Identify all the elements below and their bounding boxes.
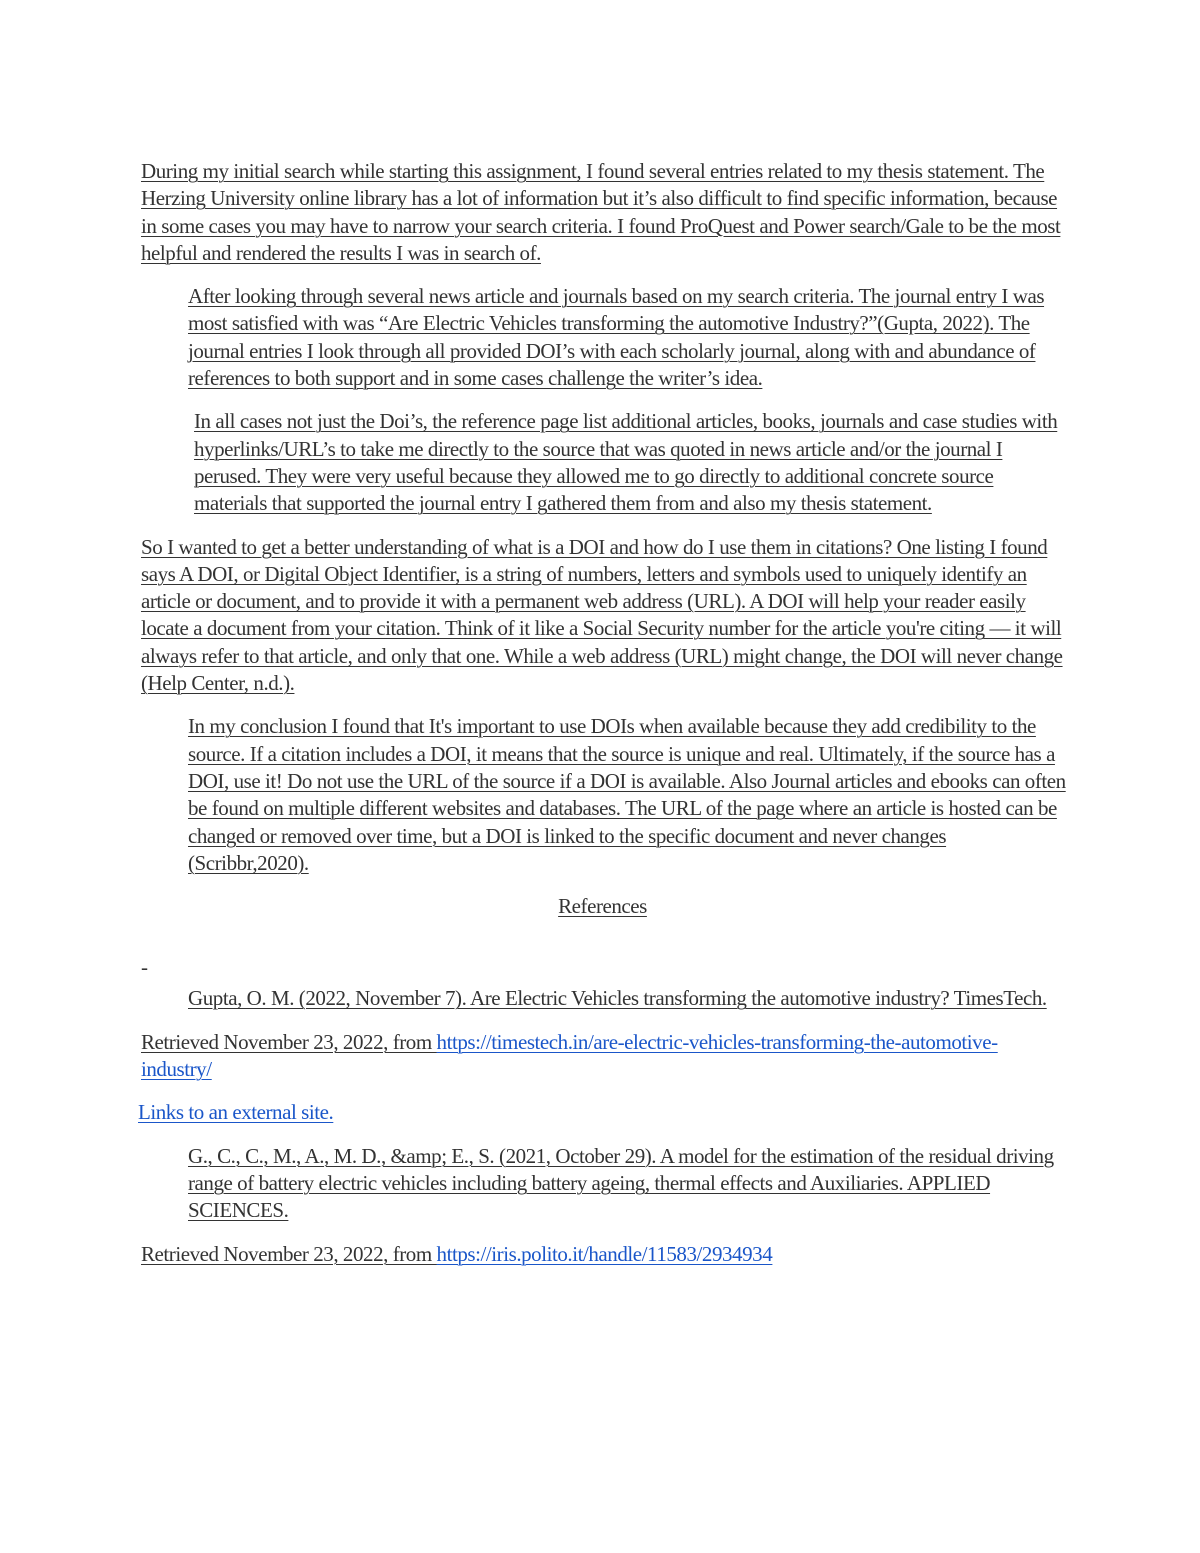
reference-model-citation: G., C., C., M., A., M. D., &amp; E., S. (2021, October 29). A model for the estimation of the residual driving range of battery electric vehicles including battery ageing, thermal effects and Auxiliaries. APPLIED SCIENCES.	[188, 1143, 1054, 1223]
reference-gupta-url-link[interactable]: https://timestech.in/are-electric-vehicles-transforming-the-automotive-industry/	[141, 1029, 998, 1082]
paragraph-journal-entry: After looking through several news article and journals based on my search criteria. The journal entry I was most satisfied with was “Are Electric Vehicles transforming the automotive Industry?”(Gupta, 2022). The journal entries I look through all provided DOI’s with each scholarly journal, along with and abundance of references to both support and in some cases challenge the writer’s idea.	[188, 284, 1045, 391]
reference-gupta-retrieved	[141, 1029, 1066, 1084]
references-dash: -	[141, 955, 148, 980]
reference-model-retrieved-text: Retrieved November 23, 2022, from	[141, 1241, 437, 1266]
reference-gupta-retrieved-text: Retrieved November 23, 2022, from	[141, 1029, 437, 1054]
reference-model-url-link[interactable]: https://iris.polito.it/handle/11583/2934934	[436, 1241, 773, 1266]
references-heading: References	[558, 894, 647, 919]
paragraph-conclusion: In my conclusion I found that It's important to use DOIs when available because they add credibility to the source. If a citation includes a DOI, it means that the source is unique and real. Ultimately, if the source has a DOI, use it! Do not use the URL of the source if a DOI is available. Also Journal articles and ebooks can often be found on multiple different websites and databases. The URL of the page where an article is hosted can be changed or removed over time, but a DOI is linked to the specific document and never changes (Scribbr,2020).	[188, 714, 1066, 875]
paragraph-reference-pages: In all cases not just the Doi’s, the reference page list additional articles, books, journals and case studies with hyperlinks/URL’s to take me directly to the source that was quoted in news article and/or the journal I perused. They were very useful because they allowed me to go directly to additional concrete source materials that supported the journal entry I gathered them from and also my thesis statement.	[194, 409, 1058, 516]
document-body	[138, 158, 1066, 1284]
paragraph-doi-definition: So I wanted to get a better understanding of what is a DOI and how do I use them in citations? One listing I found says A DOI, or Digital Object Identifier, is a string of numbers, letters and symbols used to uniquely identify an article or document, and to provide it with a permanent web address (URL). A DOI will help your reader easily locate a document from your citation. Think of it like a Social Security number for the article you're citing — it will always refer to that article, and only that one. While a web address (URL) might change, the DOI will never change (Help Center, n.d.).	[141, 534, 1063, 696]
paragraph-initial-search: During my initial search while starting this assignment, I found several entries related to my thesis statement. The Herzing University online library has a lot of information but it’s also difficult to find specific information, because in some cases you may have to narrow your search criteria. I found ProQuest and Power search/Gale to be the most helpful and rendered the results I was in search of.	[141, 159, 1061, 265]
reference-gupta-citation: Gupta, O. M. (2022, November 7). Are Electric Vehicles transforming the automotive industry? TimesTech.	[188, 986, 1047, 1011]
reference-model-retrieved	[141, 1241, 1066, 1268]
external-site-link[interactable]: Links to an external site.	[138, 1100, 334, 1125]
